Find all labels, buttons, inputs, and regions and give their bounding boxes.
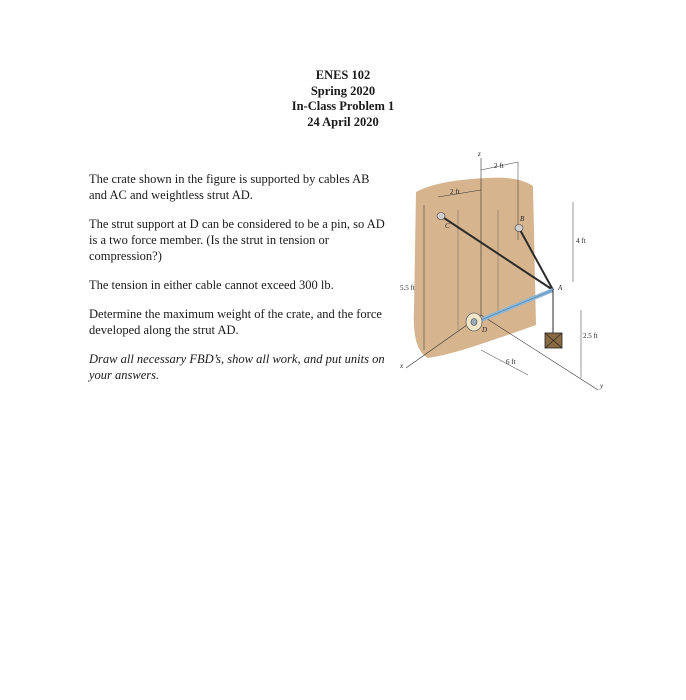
point-c-label: C <box>445 222 450 230</box>
dim-55ft-label: 5.5 ft <box>400 284 415 292</box>
paragraph-setup: The crate shown in the figure is supported by cables AB and AC and weightless strut AD. <box>89 172 370 202</box>
pin-d-core <box>471 319 477 326</box>
y-axis-label: y <box>600 382 604 390</box>
dim-6ft-label: 6 ft <box>506 358 516 366</box>
course-code: ENES 102 <box>315 68 371 82</box>
figure-svg <box>398 150 608 395</box>
point-a-label: A <box>558 284 563 292</box>
term: Spring 2020 <box>310 83 376 98</box>
dim-25ft-label: 2.5 ft <box>583 332 598 340</box>
paragraph-strut: The strut support at D can be considered to be a pin, so AD is a two force member. (Is the strut in tension or compression?) <box>89 217 385 263</box>
x-axis-label: x <box>400 362 404 370</box>
point-d-label: D <box>482 326 488 334</box>
z-axis-label: z <box>478 150 481 158</box>
paragraph-tension: The tension in either cable cannot exceed 300 lb. <box>89 278 334 292</box>
dim-4ft-label: 4 ft <box>576 237 586 245</box>
y-axis-line <box>481 315 598 390</box>
problem-title: In-Class Problem 1 <box>291 99 395 113</box>
support-c <box>437 213 445 220</box>
paragraph-task: Determine the maximum weight of the crate, and the force developed along the strut AD. <box>89 307 382 337</box>
dim-2ft-top-label: 2 ft <box>494 162 504 170</box>
problem-statement <box>89 171 389 396</box>
dim-2ft-left-label: 2 ft <box>450 188 460 196</box>
dim-6ft-line <box>481 350 528 375</box>
date: 24 April 2020 <box>307 114 379 129</box>
point-b-label: B <box>520 215 525 223</box>
document-header <box>0 68 686 130</box>
problem-figure <box>398 150 608 395</box>
paragraph-instructions: Draw all necessary FBD’s, show all work, and put units on your answers. <box>89 352 385 382</box>
support-b <box>515 225 523 232</box>
